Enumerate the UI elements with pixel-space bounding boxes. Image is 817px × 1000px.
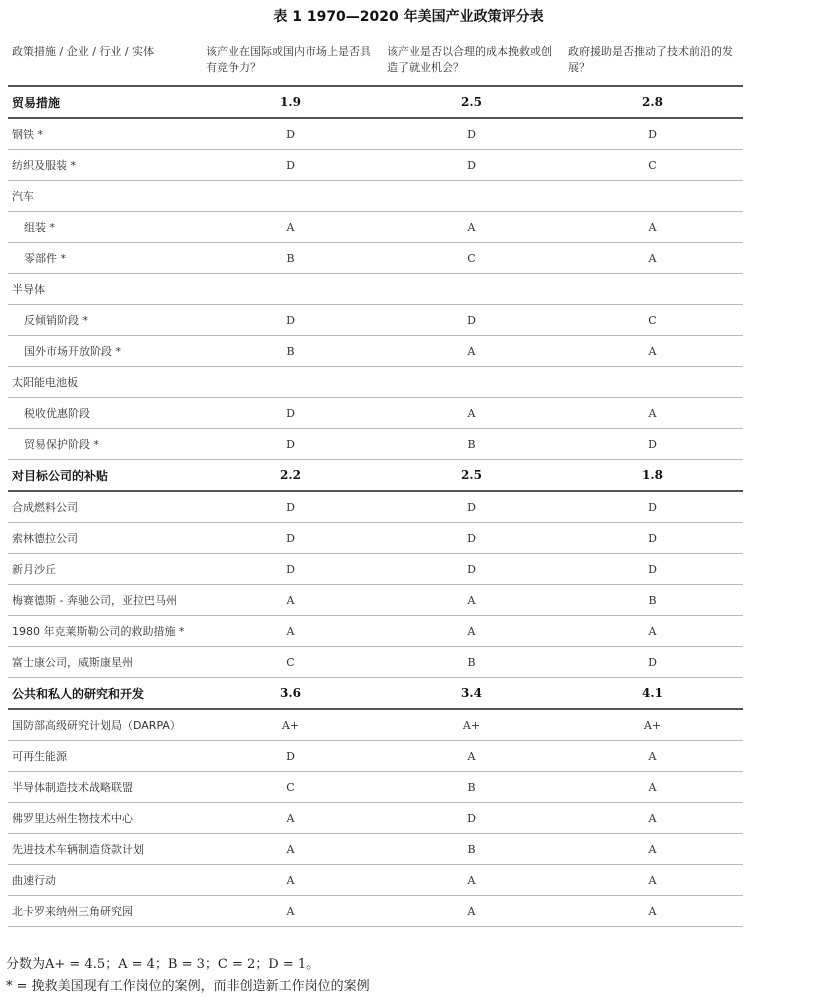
jobs-score: D bbox=[381, 803, 562, 834]
jobs-score: C bbox=[381, 243, 562, 274]
jobs-score: B bbox=[381, 834, 562, 865]
jobs-score bbox=[381, 274, 562, 305]
table-row bbox=[8, 491, 743, 523]
table-row bbox=[8, 274, 743, 305]
competitiveness-score bbox=[200, 181, 381, 212]
jobs-score: D bbox=[381, 554, 562, 585]
table-row bbox=[8, 243, 743, 274]
row-label: 新月沙丘 bbox=[8, 554, 200, 585]
competitiveness-score: D bbox=[200, 150, 381, 181]
jobs-score: 2.5 bbox=[381, 460, 562, 492]
row-label: 先进技术车辆制造贷款计划 bbox=[8, 834, 200, 865]
jobs-score bbox=[381, 181, 562, 212]
group-label: 对目标公司的补贴 bbox=[8, 460, 200, 492]
table-row bbox=[8, 118, 743, 150]
table-row bbox=[8, 741, 743, 772]
jobs-score: A bbox=[381, 336, 562, 367]
competitiveness-score: D bbox=[200, 305, 381, 336]
technology-score: 1.8 bbox=[562, 460, 743, 492]
table-row bbox=[8, 585, 743, 616]
table-row bbox=[8, 896, 743, 927]
row-label: 佛罗里达州生物技术中心 bbox=[8, 803, 200, 834]
row-label: 零部件 * bbox=[8, 243, 200, 274]
table-row bbox=[8, 865, 743, 896]
competitiveness-score: C bbox=[200, 772, 381, 803]
competitiveness-score: 1.9 bbox=[200, 86, 381, 118]
table-row bbox=[8, 429, 743, 460]
technology-score: A bbox=[562, 865, 743, 896]
jobs-score: A bbox=[381, 585, 562, 616]
technology-score bbox=[562, 367, 743, 398]
jobs-score: A bbox=[381, 865, 562, 896]
jobs-score: A bbox=[381, 896, 562, 927]
technology-score: D bbox=[562, 491, 743, 523]
table-title: 表 1 1970—2020 年美国产业政策评分表 bbox=[273, 9, 544, 25]
row-label: 税收优惠阶段 bbox=[8, 398, 200, 429]
row-label: 梅赛德斯 - 奔驰公司，亚拉巴马州 bbox=[8, 585, 200, 616]
technology-score: 2.8 bbox=[562, 86, 743, 118]
technology-score: D bbox=[562, 429, 743, 460]
jobs-score: D bbox=[381, 523, 562, 554]
competitiveness-score: D bbox=[200, 429, 381, 460]
table-row bbox=[8, 834, 743, 865]
jobs-score: D bbox=[381, 491, 562, 523]
technology-score bbox=[562, 274, 743, 305]
jobs-score: D bbox=[381, 150, 562, 181]
jobs-score: B bbox=[381, 429, 562, 460]
table-row bbox=[8, 709, 743, 741]
row-label: 国外市场开放阶段 * bbox=[8, 336, 200, 367]
row-label: 太阳能电池板 bbox=[8, 367, 200, 398]
table-row bbox=[8, 554, 743, 585]
table-row bbox=[8, 181, 743, 212]
table-row bbox=[8, 803, 743, 834]
jobs-score: A bbox=[381, 741, 562, 772]
table-row bbox=[8, 150, 743, 181]
competitiveness-score: B bbox=[200, 336, 381, 367]
row-label: 贸易保护阶段 * bbox=[8, 429, 200, 460]
group-label: 贸易措施 bbox=[8, 86, 200, 118]
table-row bbox=[8, 336, 743, 367]
competitiveness-score: B bbox=[200, 243, 381, 274]
competitiveness-score: A bbox=[200, 834, 381, 865]
competitiveness-score: A bbox=[200, 803, 381, 834]
table-row bbox=[8, 523, 743, 554]
row-label: 可再生能源 bbox=[8, 741, 200, 772]
technology-score: A bbox=[562, 741, 743, 772]
technology-score: 4.1 bbox=[562, 678, 743, 710]
technology-score bbox=[562, 181, 743, 212]
row-label: 反倾销阶段 * bbox=[8, 305, 200, 336]
jobs-score bbox=[381, 367, 562, 398]
competitiveness-score bbox=[200, 367, 381, 398]
competitiveness-score: A bbox=[200, 616, 381, 647]
row-label: 索林德拉公司 bbox=[8, 523, 200, 554]
competitiveness-score: A bbox=[200, 212, 381, 243]
technology-score: A bbox=[562, 834, 743, 865]
row-label: 合成燃料公司 bbox=[8, 491, 200, 523]
table-body bbox=[8, 86, 743, 927]
policy-score-table bbox=[8, 34, 743, 927]
table-row bbox=[8, 616, 743, 647]
column-header-jobs: 该产业是否以合理的成本挽救或创造了就业机会？ bbox=[381, 34, 562, 86]
table-row bbox=[8, 772, 743, 803]
jobs-score: 2.5 bbox=[381, 86, 562, 118]
technology-score: A bbox=[562, 616, 743, 647]
group-row bbox=[8, 460, 743, 492]
table-header-row bbox=[8, 34, 743, 86]
table-row bbox=[8, 305, 743, 336]
competitiveness-score: A bbox=[200, 896, 381, 927]
row-label: 钢铁 * bbox=[8, 118, 200, 150]
technology-score: D bbox=[562, 554, 743, 585]
group-row bbox=[8, 678, 743, 710]
technology-score: A bbox=[562, 896, 743, 927]
competitiveness-score: D bbox=[200, 741, 381, 772]
technology-score: D bbox=[562, 523, 743, 554]
jobs-score: D bbox=[381, 118, 562, 150]
group-row bbox=[8, 86, 743, 118]
row-label: 汽车 bbox=[8, 181, 200, 212]
technology-score: A bbox=[562, 212, 743, 243]
competitiveness-score: D bbox=[200, 491, 381, 523]
competitiveness-score: A+ bbox=[200, 709, 381, 741]
jobs-score: A bbox=[381, 212, 562, 243]
asterisk-footnote: * = 挽救美国现有工作岗位的案例，而非创造新工作岗位的案例 bbox=[6, 979, 370, 994]
jobs-score: A+ bbox=[381, 709, 562, 741]
competitiveness-score: D bbox=[200, 398, 381, 429]
table-row bbox=[8, 398, 743, 429]
technology-score: A bbox=[562, 336, 743, 367]
technology-score: B bbox=[562, 585, 743, 616]
technology-score: C bbox=[562, 150, 743, 181]
row-label: 国防部高级研究计划局（DARPA） bbox=[8, 709, 200, 741]
column-header-technology: 政府援助是否推动了技术前沿的发展？ bbox=[562, 34, 743, 86]
competitiveness-score: 3.6 bbox=[200, 678, 381, 710]
jobs-score: A bbox=[381, 398, 562, 429]
jobs-score: D bbox=[381, 305, 562, 336]
competitiveness-score: A bbox=[200, 585, 381, 616]
row-label: 1980 年克莱斯勒公司的救助措施 * bbox=[8, 616, 200, 647]
row-label: 富士康公司，威斯康星州 bbox=[8, 647, 200, 678]
technology-score: D bbox=[562, 118, 743, 150]
jobs-score: B bbox=[381, 772, 562, 803]
group-label: 公共和私人的研究和开发 bbox=[8, 678, 200, 710]
column-header-competitiveness: 该产业在国际或国内市场上是否具有竞争力？ bbox=[200, 34, 381, 86]
row-label: 半导体 bbox=[8, 274, 200, 305]
row-label: 纺织及服装 * bbox=[8, 150, 200, 181]
competitiveness-score: C bbox=[200, 647, 381, 678]
technology-score: A bbox=[562, 803, 743, 834]
jobs-score: A bbox=[381, 616, 562, 647]
competitiveness-score: 2.2 bbox=[200, 460, 381, 492]
competitiveness-score: D bbox=[200, 118, 381, 150]
technology-score: A bbox=[562, 243, 743, 274]
technology-score: C bbox=[562, 305, 743, 336]
table-row bbox=[8, 212, 743, 243]
row-label: 曲速行动 bbox=[8, 865, 200, 896]
score-legend-note: 分数为A+ = 4.5；A = 4；B = 3；C = 2；D = 1。 bbox=[6, 957, 320, 972]
technology-score: A bbox=[562, 772, 743, 803]
table-row bbox=[8, 647, 743, 678]
row-label: 组装 * bbox=[8, 212, 200, 243]
row-label: 半导体制造技术战略联盟 bbox=[8, 772, 200, 803]
column-header-policy: 政策措施 / 企业 / 行业 / 实体 bbox=[8, 34, 200, 86]
technology-score: A+ bbox=[562, 709, 743, 741]
competitiveness-score bbox=[200, 274, 381, 305]
table-row bbox=[8, 367, 743, 398]
competitiveness-score: D bbox=[200, 523, 381, 554]
competitiveness-score: A bbox=[200, 865, 381, 896]
row-label: 北卡罗来纳州三角研究园 bbox=[8, 896, 200, 927]
jobs-score: B bbox=[381, 647, 562, 678]
technology-score: A bbox=[562, 398, 743, 429]
technology-score: D bbox=[562, 647, 743, 678]
competitiveness-score: D bbox=[200, 554, 381, 585]
jobs-score: 3.4 bbox=[381, 678, 562, 710]
